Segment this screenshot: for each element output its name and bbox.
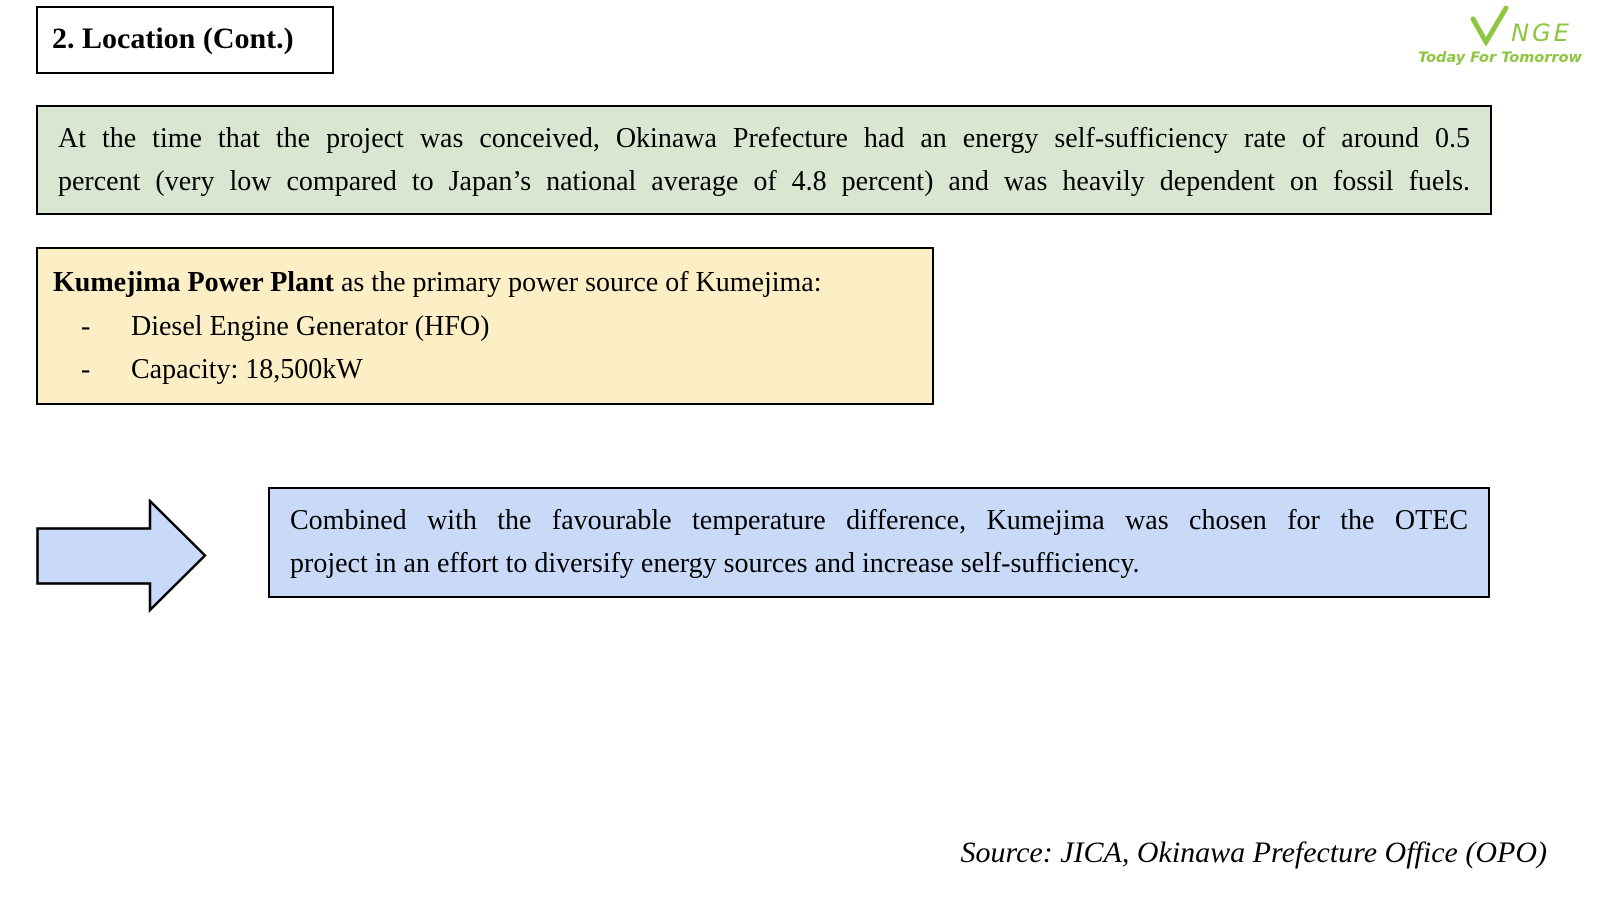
slide-title-box xyxy=(36,6,334,74)
source-citation: Source: JICA, Okinawa Prefecture Office (OPO) xyxy=(960,836,1547,869)
green-box-line-1: At the time that the project was conceived, Okinawa Prefecture had an energy self-sufficiency rate of around 0.5 xyxy=(58,123,1470,154)
yellow-box-heading xyxy=(53,261,917,305)
logo-text: NGE xyxy=(1511,19,1572,47)
yellow-box-heading-bold: Kumejima Power Plant xyxy=(53,267,334,298)
bullet-dash: - xyxy=(81,311,91,342)
bullet-text: Capacity: 18,500kW xyxy=(131,354,363,385)
blue-box-line-1: Combined with the favourable temperature difference, Kumejima was chosen for the OTEC xyxy=(290,505,1468,536)
yellow-info-box xyxy=(36,247,934,405)
green-box-line-2: percent (very low compared to Japan’s national average of 4.8 percent) and was heavily dependent on fossil fuels. xyxy=(58,166,1470,197)
checkmark-v-icon xyxy=(1468,6,1510,46)
blue-conclusion-box xyxy=(268,487,1490,598)
company-logo xyxy=(1420,6,1580,66)
list-item xyxy=(53,348,917,391)
yellow-box-heading-rest: as the primary power source of Kumejima: xyxy=(333,267,822,298)
list-item xyxy=(53,305,917,348)
logo-brand xyxy=(1468,6,1572,46)
right-arrow-icon xyxy=(36,499,208,613)
bullet-text: Diesel Engine Generator (HFO) xyxy=(131,311,490,342)
bullet-dash: - xyxy=(81,354,91,385)
logo-tagline: Today For Tomorrow xyxy=(1418,50,1582,66)
page-title: 2. Location (Cont.) xyxy=(52,22,294,55)
blue-box-line-2: project in an effort to diversify energy sources and increase self-sufficiency. xyxy=(290,548,1140,579)
green-info-box xyxy=(36,105,1492,215)
